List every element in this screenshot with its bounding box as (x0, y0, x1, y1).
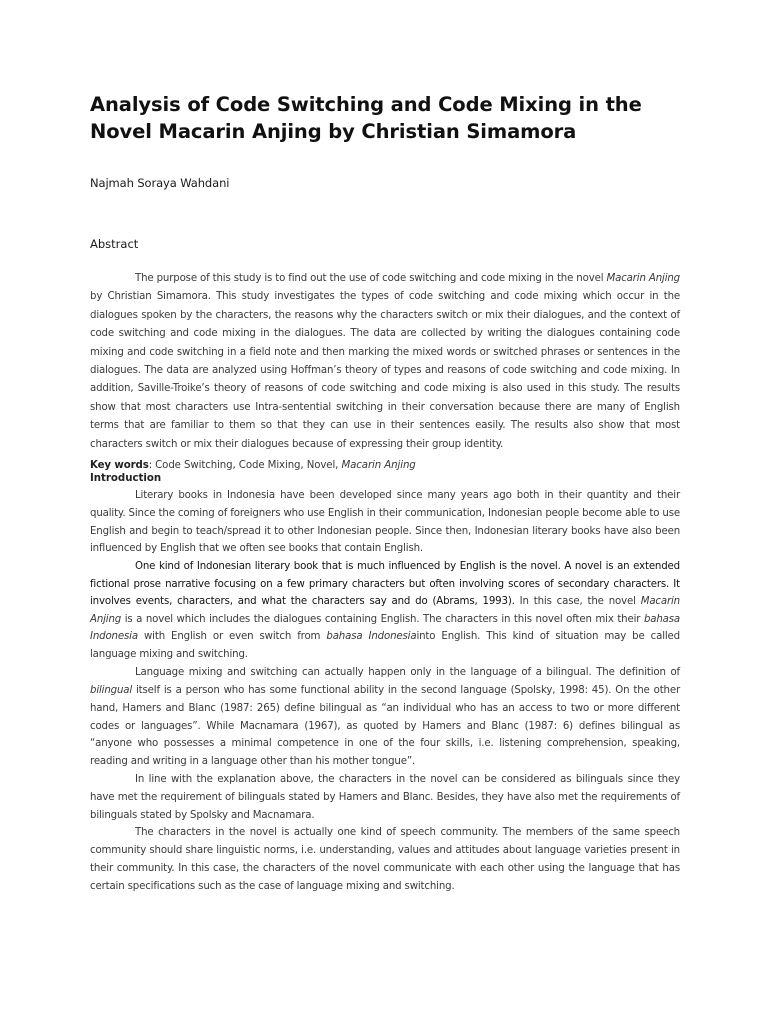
intro-paragraph-4: In line with the explanation above, the characters in the novel can be considered as bilinguals since they have met the requirement of bilinguals stated by Hamers and Blanc. Besides, they have also met the requirements of bilinguals stated by Spolsky and Macnamara. (90, 773, 680, 821)
abstract-novel-title: Macarin Anjing (606, 273, 680, 284)
p2-novel-title: Macarin Anjing (90, 596, 680, 625)
p3-text-1: Language mixing and switching can actually happen only in the language of a bilingual. The definition of (135, 667, 680, 679)
abstract-heading: Abstract (90, 237, 139, 251)
p3-bilingual-term: bilingual (90, 684, 133, 696)
p2-text-2: is a novel which includes the dialogues containing English. The characters in this novel often mix their (121, 613, 644, 625)
keywords-text: : Code Switching, Code Mixing, Novel, (148, 460, 342, 471)
introduction-heading: Introduction (90, 473, 162, 484)
intro-paragraph-3 (90, 664, 680, 771)
intro-paragraph-1: Literary books in Indonesia have been developed since many years ago both in their quantity and their quality. Since the coming of foreigners who use English in their communication, Indonesian people become able to use English and begin to teach/spread it to other Indonesian people. Since then, Indonesian literary books have also been influenced by English that we often see books that contain English. (90, 490, 680, 555)
p2-bahasa-2: bahasa Indonesia (326, 631, 417, 643)
paper-title: Analysis of Code Switching and Code Mixing in the Novel Macarin Anjing by Christian Simamora (90, 93, 642, 143)
p2-bahasa-1: bahasa Indonesia (90, 613, 680, 643)
abstract-paragraph (90, 270, 680, 454)
keywords-line (90, 459, 680, 473)
author-name: Najmah Soraya Wahdani (90, 176, 230, 190)
p2-text-1: In this case, the novel (514, 596, 641, 608)
intro-paragraph-2 (90, 558, 680, 663)
p2-text-3: with English or even switch from (137, 631, 327, 643)
p2-text-4: into English. This kind of situation may be called language mixing and switching. (90, 631, 680, 660)
keywords-novel-title: Macarin Anjing (341, 460, 416, 471)
abstract-text-1: The purpose of this study is to find out the use of code switching and code mixing in the novel (135, 273, 607, 284)
p3-text-2: itself is a person who has some functional ability in the second language (Spolsky, 1998: 45). On the other hand, Hamers and Blanc (1987: 265) define bilingual as “an individual who has an access to two or more different codes or languages”. While Macnamara (1967), as quoted by Hamers and Blanc (1987: 6) defines bilingual as “anyone who possesses a minimal competence in one of the four skills, i.e. listening comprehension, speaking, reading and writing in a language other than his mother tongue”. (90, 684, 680, 768)
abstract-text-2: by Christian Simamora. This study investigates the types of code switching and code mixing which occur in the dialogues spoken by the characters, the reasons why the characters switch or mix their dialogues, and the context of code switching and code mixing in the dialogues. The data are collected by writing the dialogues containing code mixing and code switching in a field note and then marking the mixed words or switched phrases or sentences in the dialogues. The data are analyzed using Hoffman’s theory of types and reasons of code switching and code mixing. In addition, Saville-Troike’s theory of reasons of code switching and code mixing is also used in this study. The results show that most characters use Intra-sentential switching in their conversation because there are many of English terms that are familiar to them so that they can use in their sentences easily. The results also show that most characters switch or mix their dialogues because of expressing their group identity. (90, 291, 680, 450)
intro-paragraph-5: The characters in the novel is actually one kind of speech community. The members of the same speech community should share linguistic norms, i.e. understanding, values and attitudes about language varieties present in their community. In this case, the characters of the novel communicate with each other using the language that has certain specifications such as the case of language mixing and switching. (90, 827, 680, 892)
introduction-body (90, 487, 680, 896)
keywords-label: Key words (90, 460, 149, 471)
novel-definition-text: One kind of Indonesian literary book that is much influenced by English is the novel. A novel is an extended fictional prose narrative focusing on a few primary characters but often involving scores of secondary characters. It involves events, characters, and what the characters say and do (Abrams, 1993). (90, 561, 680, 608)
